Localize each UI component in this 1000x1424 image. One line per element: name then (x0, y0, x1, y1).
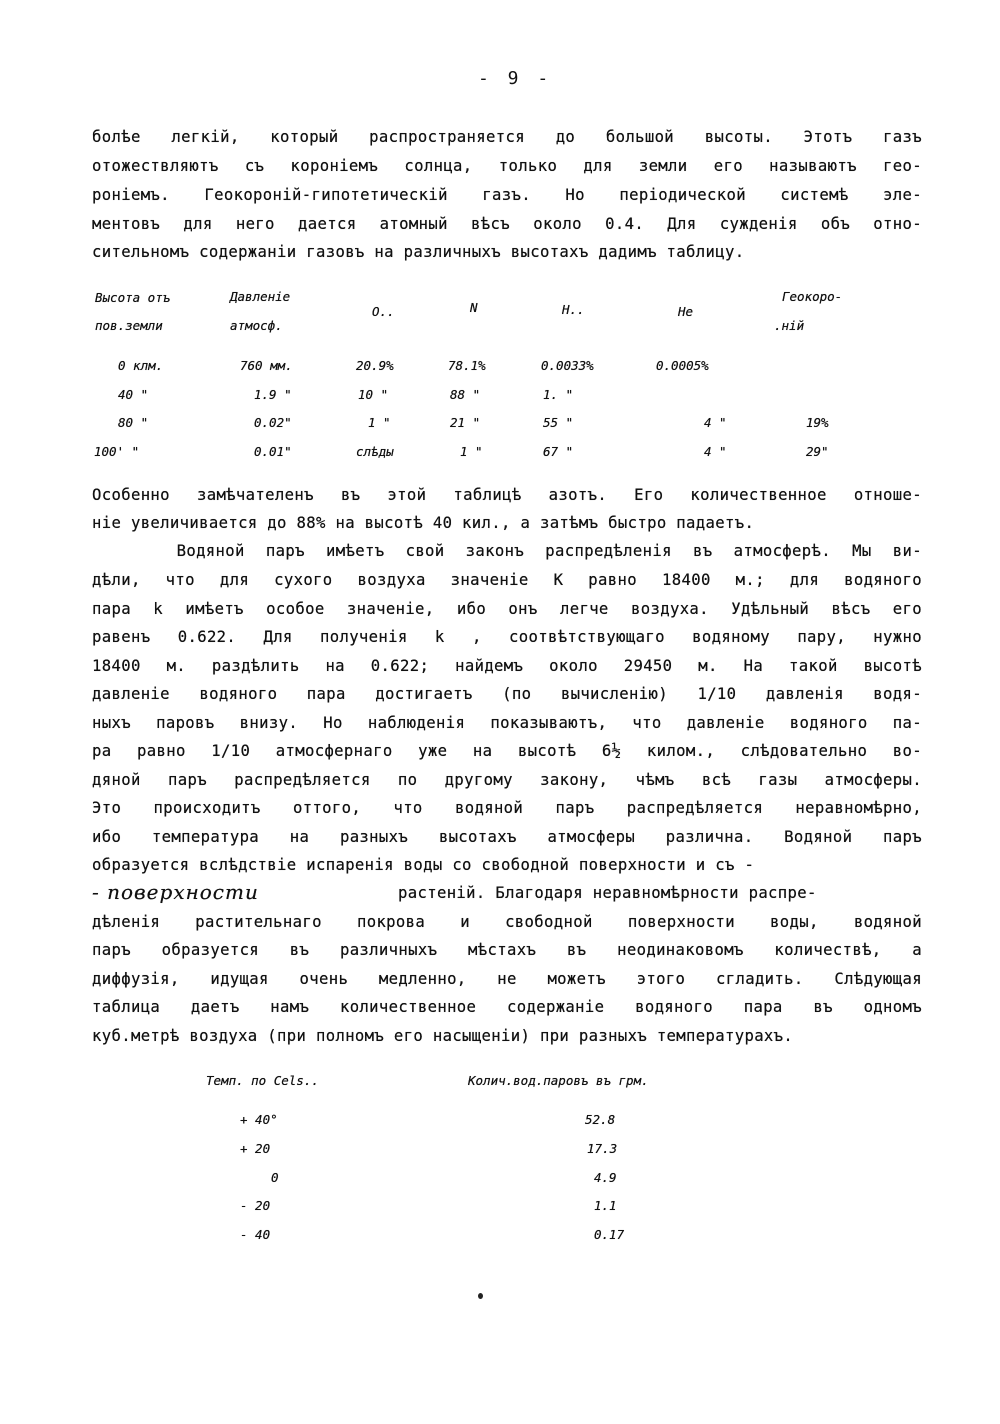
cell-vapour: 0.17 (594, 1227, 625, 1242)
cell-pressure: 760 мм. (240, 358, 293, 373)
cell-altitude: 80 " (118, 415, 149, 430)
text-line: ра равно 1/10 атмосфернаго уже на высотѣ 6½ килом., слѣдовательно во- (92, 742, 922, 760)
cell-nitrogen: 21 " (450, 415, 481, 430)
cell-altitude: 100' " (94, 444, 140, 459)
text-line: ибо температура на разныхъ высотахъ атмосферы различна. Водяной паръ (92, 828, 922, 846)
text-line: дѣли, что для сухого воздуха значеніе K равно 18400 м.; для водяного (92, 571, 922, 589)
cell-temperature: + 40° (240, 1112, 278, 1127)
cell-helium: 4 " (704, 415, 727, 430)
header-geocoronium: .ній (774, 318, 805, 333)
header-nitrogen: N (470, 300, 478, 315)
cell-pressure: 1.9 " (254, 387, 292, 402)
cell-vapour: 1.1 (594, 1198, 617, 1213)
cell-oxygen: 10 " (358, 387, 389, 402)
text-line: болѣе легкій, который распространяется до большой высоты. Этотъ газъ (92, 128, 922, 146)
text-line: куб.метрѣ воздуха (при полномъ его насыщеніи) при разныхъ температурахъ. (92, 1027, 794, 1045)
text-fragment: растеній. Благодаря неравномѣрности распре- (398, 884, 817, 902)
cell-hydrogen: 67 " (543, 444, 574, 459)
text-line: образуется вслѣдствіе испаренія воды со свободной поверхности и съ - (92, 856, 755, 874)
ink-dot (478, 1293, 483, 1299)
text-line: таблица даетъ намъ количественное содержаніе водяного пара въ одномъ (92, 998, 922, 1016)
text-line: давленіе водяного пара достигаетъ (по вычисленію) 1/10 давленія водя- (92, 685, 922, 703)
text-line: ментовъ для него дается атомный вѣсъ около 0.4. Для сужденія объ отно- (92, 215, 922, 233)
cell-vapour: 52.8 (585, 1112, 616, 1127)
cell-altitude: 0 клм. (118, 358, 164, 373)
header-altitude: Высота отъ (95, 290, 171, 305)
cell-temperature: - 40 (240, 1227, 271, 1242)
text-line: паръ образуется въ различныхъ мѣстахъ въ неодинаковомъ количествѣ, а (92, 941, 922, 959)
cell-nitrogen: 1 " (460, 444, 483, 459)
cell-oxygen: 20.9% (356, 358, 394, 373)
cell-vapour: 4.9 (594, 1170, 617, 1185)
text-line: равенъ 0.622. Для полученія k , соотвѣтствующаго водяному пару, нужно (92, 628, 922, 646)
cell-oxygen: 1 " (368, 415, 391, 430)
text-line: пара k имѣетъ особое значеніе, ибо онъ легче воздуха. Удѣльный вѣсъ его (92, 600, 922, 618)
text-line: дѣленія растительнаго покрова и свободной поверхности воды, водяной (92, 913, 922, 931)
handwritten-insert: - поверхности (92, 880, 259, 904)
cell-hydrogen: 55 " (543, 415, 574, 430)
text-line: 18400 м. раздѣлить на 0.622; найдемъ около 29450 м. На такой высотѣ (92, 657, 922, 675)
cell-temperature: - 20 (240, 1198, 271, 1213)
header-pressure: Давленіе (230, 289, 291, 304)
cell-geocoronium: 19% (806, 415, 829, 430)
header-pressure: атмосф. (230, 318, 283, 333)
text-line: диффузія, идущая очень медленно, не можетъ этого сгладить. Слѣдующая (92, 970, 922, 988)
cell-temperature: + 20 (240, 1141, 271, 1156)
cell-pressure: 0.02" (254, 415, 292, 430)
text-line: Водяной паръ имѣетъ свой законъ распредѣленія въ атмосферѣ. Мы ви- (92, 542, 922, 560)
cell-helium: 0.0005% (656, 358, 709, 373)
cell-geocoronium: 29" (806, 444, 829, 459)
text-line: отожествляютъ съ короніемъ солнца, только для земли его называютъ гео- (92, 157, 922, 175)
text-line: дяной паръ распредѣляется по другому закону, чѣмъ всѣ газы атмосферы. (92, 771, 922, 789)
header-oxygen: O.. (372, 304, 395, 319)
cell-hydrogen: 1. " (543, 387, 574, 402)
cell-nitrogen: 88 " (450, 387, 481, 402)
cell-helium: 4 " (704, 444, 727, 459)
text-line: роніемъ. Геокороній-гипотетическій газъ. Но періодической системѣ эле- (92, 186, 922, 204)
header-altitude: пов.земли (95, 318, 163, 333)
cell-pressure: 0.01" (254, 444, 292, 459)
cell-oxygen: слѣды (356, 444, 394, 459)
text-line: Особенно замѣчателенъ въ этой таблицѣ азотъ. Его количественное отноше- (92, 486, 922, 504)
text-line: Это происходитъ оттого, что водяной паръ распредѣляется неравномѣрно, (92, 799, 922, 817)
cell-altitude: 40 " (118, 387, 149, 402)
cell-temperature: 0 (271, 1170, 279, 1185)
cell-hydrogen: 0.0033% (541, 358, 594, 373)
text-line: сительномъ содержаніи газовъ на различныхъ высотахъ дадимъ таблицу. (92, 243, 745, 261)
cell-vapour: 17.3 (587, 1141, 618, 1156)
header-vapour-amount: Колич.вод.паровъ въ грм. (468, 1073, 649, 1088)
header-temperature: Темп. по Cels.. (206, 1073, 319, 1088)
header-helium: He (678, 304, 694, 319)
page-number: - 9 - (478, 68, 553, 89)
header-geocoronium: Геокоро- (782, 289, 843, 304)
text-line: ніе увеличивается до 88% на высотѣ 40 кил., а затѣмъ быстро падаетъ. (92, 514, 755, 532)
header-hydrogen: H.. (562, 302, 585, 317)
text-line: ныхъ паровъ внизу. Но наблюденія показываютъ, что давленіе водяного па- (92, 714, 922, 732)
text-line (92, 880, 922, 904)
cell-nitrogen: 78.1% (448, 358, 486, 373)
